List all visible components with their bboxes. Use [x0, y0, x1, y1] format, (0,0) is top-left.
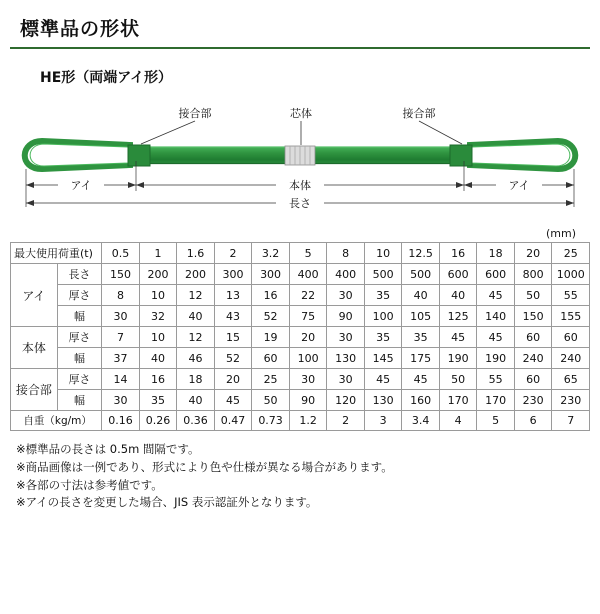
cell: 400	[289, 264, 327, 285]
cell: 190	[439, 348, 477, 369]
header-capacity-7: 10	[364, 243, 402, 264]
cell: 20	[214, 369, 252, 390]
group-label-body: 本体	[11, 327, 58, 369]
label-eye-left: アイ	[70, 179, 92, 192]
cell: 45	[439, 327, 477, 348]
cell: 55	[477, 369, 515, 390]
cell: 125	[439, 306, 477, 327]
page-title: 標準品の形状	[20, 18, 141, 40]
cell: 52	[252, 306, 290, 327]
cell: 160	[402, 390, 440, 411]
cell: 12	[177, 285, 215, 306]
cell: 30	[327, 327, 365, 348]
dim-body	[136, 177, 464, 192]
header-capacity-9: 16	[439, 243, 477, 264]
page-root	[0, 14, 600, 614]
cell: 150	[514, 306, 552, 327]
header-capacity-10: 18	[477, 243, 515, 264]
row-label: 厚さ	[57, 327, 102, 348]
dim-eye-right	[464, 177, 574, 192]
leader-joint-right	[419, 121, 462, 144]
cell: 15	[214, 327, 252, 348]
cell: 600	[439, 264, 477, 285]
cell: 14	[102, 369, 140, 390]
group-label-joint: 接合部	[11, 369, 58, 411]
cell: 105	[402, 306, 440, 327]
cell: 90	[289, 390, 327, 411]
table-row	[11, 369, 590, 390]
cell: 16	[252, 285, 290, 306]
cell: 7	[102, 327, 140, 348]
cell: 52	[214, 348, 252, 369]
cell: 10	[139, 285, 177, 306]
cell: 100	[289, 348, 327, 369]
cell: 800	[514, 264, 552, 285]
cell: 60	[552, 327, 590, 348]
cell: 50	[514, 285, 552, 306]
cell: 13	[214, 285, 252, 306]
cell: 19	[252, 327, 290, 348]
cell: 50	[252, 390, 290, 411]
cell: 100	[364, 306, 402, 327]
cell: 32	[139, 306, 177, 327]
table-row	[11, 327, 590, 348]
cell: 60	[514, 369, 552, 390]
cell: 45	[402, 369, 440, 390]
cell: 35	[364, 285, 402, 306]
header-capacity-2: 1.6	[177, 243, 215, 264]
cell: 130	[327, 348, 365, 369]
cell: 75	[289, 306, 327, 327]
cell: 140	[477, 306, 515, 327]
cell: 40	[177, 306, 215, 327]
table-row	[11, 390, 590, 411]
label-joint-left: 接合部	[178, 107, 212, 120]
cell: 50	[439, 369, 477, 390]
table-row	[11, 306, 590, 327]
cell: 145	[364, 348, 402, 369]
dim-total-length	[26, 195, 574, 210]
header-capacity-8: 12.5	[402, 243, 440, 264]
cell: 155	[552, 306, 590, 327]
cell: 40	[402, 285, 440, 306]
cell: 18	[177, 369, 215, 390]
cell: 40	[439, 285, 477, 306]
cell: 43	[214, 306, 252, 327]
cell: 500	[402, 264, 440, 285]
cell: 30	[327, 285, 365, 306]
cell: 35	[402, 327, 440, 348]
spec-table-body	[11, 243, 590, 431]
cell: 25	[252, 369, 290, 390]
row-label: 厚さ	[57, 285, 102, 306]
cell: 400	[327, 264, 365, 285]
cell: 230	[552, 390, 590, 411]
cell: 40	[177, 390, 215, 411]
sling-figure	[10, 95, 590, 225]
cell: 600	[477, 264, 515, 285]
cell: 8	[102, 285, 140, 306]
core-shape	[285, 146, 315, 165]
cell: 3	[364, 411, 402, 431]
cell: 30	[102, 390, 140, 411]
cell: 55	[552, 285, 590, 306]
note-item: ※アイの長さを変更した場合、JIS 表示認証外となります。	[16, 495, 318, 510]
cell: 200	[177, 264, 215, 285]
label-body: 本体	[289, 179, 311, 192]
cell: 1000	[552, 264, 590, 285]
eye-right-shape	[470, 141, 575, 169]
cell: 16	[139, 369, 177, 390]
cell: 200	[139, 264, 177, 285]
leader-joint-left	[141, 121, 195, 144]
cell: 35	[139, 390, 177, 411]
notes-list	[16, 441, 590, 512]
cell: 20	[289, 327, 327, 348]
cell: 12	[177, 327, 215, 348]
header-capacity-6: 8	[327, 243, 365, 264]
cell: 10	[139, 327, 177, 348]
cell: 40	[139, 348, 177, 369]
cell: 500	[364, 264, 402, 285]
header-capacity-4: 3.2	[252, 243, 290, 264]
cell: 35	[364, 327, 402, 348]
joint-right-shape	[450, 145, 472, 166]
cell: 300	[252, 264, 290, 285]
cell: 30	[102, 306, 140, 327]
eye-left-shape	[25, 141, 130, 169]
table-row	[11, 348, 590, 369]
note-item: ※商品画像は一例であり、形式により色や仕様が異なる場合があります。	[16, 459, 393, 474]
cell: 0.47	[214, 411, 252, 431]
joint-left-shape	[128, 145, 150, 166]
cell: 1.2	[289, 411, 327, 431]
cell: 170	[439, 390, 477, 411]
section-subtitle: HE形（両端アイ形）	[40, 70, 173, 86]
cell: 0.73	[252, 411, 290, 431]
cell: 0.36	[177, 411, 215, 431]
cell: 45	[477, 327, 515, 348]
table-row-weight	[11, 411, 590, 431]
cell: 0.16	[102, 411, 140, 431]
cell: 60	[514, 327, 552, 348]
cell: 240	[552, 348, 590, 369]
cell: 45	[214, 390, 252, 411]
spec-table	[10, 242, 590, 431]
cell: 7	[552, 411, 590, 431]
cell: 0.26	[139, 411, 177, 431]
label-eye-right: アイ	[508, 179, 530, 192]
label-joint-right: 接合部	[402, 107, 436, 120]
header-capacity-1: 1	[139, 243, 177, 264]
cell: 4	[439, 411, 477, 431]
row-label: 厚さ	[57, 369, 102, 390]
cell: 60	[252, 348, 290, 369]
cell: 5	[477, 411, 515, 431]
header-capacity-3: 2	[214, 243, 252, 264]
cell: 65	[552, 369, 590, 390]
cell: 6	[514, 411, 552, 431]
cell: 175	[402, 348, 440, 369]
dim-eye-left	[26, 177, 136, 192]
row-label: 長さ	[57, 264, 102, 285]
group-label-eye: アイ	[11, 264, 58, 327]
label-core: 芯体	[290, 107, 312, 120]
header-capacity-5: 5	[289, 243, 327, 264]
cell: 2	[327, 411, 365, 431]
header-capacity-11: 20	[514, 243, 552, 264]
cell: 30	[289, 369, 327, 390]
cell: 240	[514, 348, 552, 369]
cell: 170	[477, 390, 515, 411]
cell: 3.4	[402, 411, 440, 431]
unit-label: (mm)	[545, 227, 576, 240]
header-capacity-12: 25	[552, 243, 590, 264]
sling-diagram-svg	[10, 95, 590, 225]
header-capacity-0: 0.5	[102, 243, 140, 264]
cell: 150	[102, 264, 140, 285]
note-item: ※各部の寸法は参考値です。	[16, 477, 163, 492]
cell: 90	[327, 306, 365, 327]
cell: 22	[289, 285, 327, 306]
row-label: 幅	[57, 390, 102, 411]
cell: 46	[177, 348, 215, 369]
note-item: ※標準品の長さは 0.5m 間隔です。	[16, 442, 200, 456]
table-row	[11, 264, 590, 285]
table-row	[11, 285, 590, 306]
row-label: 幅	[57, 306, 102, 327]
page-header	[10, 14, 590, 49]
row-label: 幅	[57, 348, 102, 369]
cell: 230	[514, 390, 552, 411]
label-total-length: 長さ	[289, 197, 311, 210]
cell: 300	[214, 264, 252, 285]
cell: 30	[327, 369, 365, 390]
cell: 130	[364, 390, 402, 411]
table-header-row	[11, 243, 590, 264]
header-capacity-label: 最大使用荷重(t)	[11, 243, 102, 264]
cell: 190	[477, 348, 515, 369]
cell: 120	[327, 390, 365, 411]
cell: 45	[477, 285, 515, 306]
cell: 45	[364, 369, 402, 390]
row-label-weight: 自重（kg/m）	[11, 411, 102, 431]
cell: 37	[102, 348, 140, 369]
